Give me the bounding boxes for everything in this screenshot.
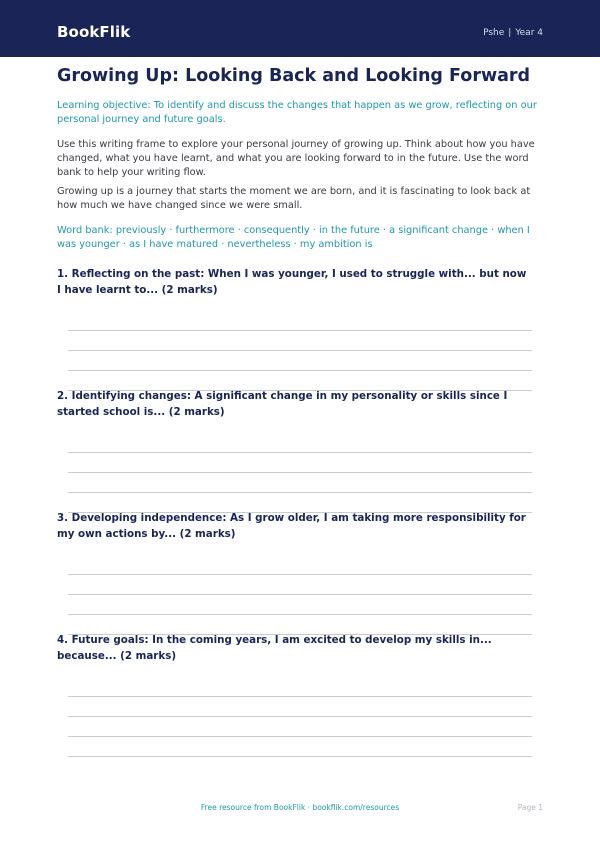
- question-2: 2. Identifying changes: A significant change in my personality or skills since I started school is... (2 marks): [57, 390, 508, 418]
- answer-line[interactable]: [68, 574, 532, 575]
- context-paragraph: Growing up is a journey that starts the moment we are born, and it is fascinating to look back at how much we have changed since we were small.: [57, 186, 531, 211]
- answer-line[interactable]: [68, 736, 532, 737]
- answer-line[interactable]: [68, 370, 532, 371]
- word-bank: Word bank: previously · furthermore · consequently · in the future · a significant change · when I was younger · as I have matured · nevertheless · my ambition is: [57, 225, 530, 250]
- meta-separator: |: [508, 28, 512, 38]
- answer-line[interactable]: [68, 472, 532, 473]
- subject-label: Pshe: [483, 28, 505, 38]
- question-4: 4. Future goals: In the coming years, I am excited to develop my skills in... because... (2 marks): [57, 634, 492, 662]
- page-number: Page 1: [517, 803, 543, 812]
- question-1: 1. Reflecting on the past: When I was younger, I used to struggle with... but now I have learnt to... (2 marks): [57, 268, 527, 296]
- header-meta: [483, 28, 543, 38]
- footer-credit: Free resource from BookFlik · bookflik.com/resources: [200, 803, 400, 812]
- answer-line[interactable]: [68, 452, 532, 453]
- answer-line[interactable]: [68, 756, 532, 757]
- page-title: Growing Up: Looking Back and Looking Forward: [57, 66, 531, 86]
- answer-line[interactable]: [68, 696, 532, 697]
- year-label: Year 4: [515, 28, 543, 38]
- learning-objective: Learning objective: To identify and discuss the changes that happen as we grow, reflecting on our personal journey and future goals.: [57, 100, 537, 125]
- question-3: 3. Developing independence: As I grow older, I am taking more responsibility for my own actions by... (2 marks): [57, 512, 526, 540]
- answer-line[interactable]: [68, 330, 532, 331]
- answer-line[interactable]: [68, 614, 532, 615]
- answer-line[interactable]: [68, 594, 532, 595]
- answer-line[interactable]: [68, 716, 532, 717]
- intro-paragraph: Use this writing frame to explore your personal journey of growing up. Think about how you have changed, what you have learnt, and what you are looking forward to in the future. Use the word bank to help your writing flow.: [57, 139, 535, 178]
- page-header: [0, 0, 600, 57]
- answer-line[interactable]: [68, 492, 532, 493]
- answer-line[interactable]: [68, 350, 532, 351]
- brand-logo: BookFlik: [57, 23, 131, 41]
